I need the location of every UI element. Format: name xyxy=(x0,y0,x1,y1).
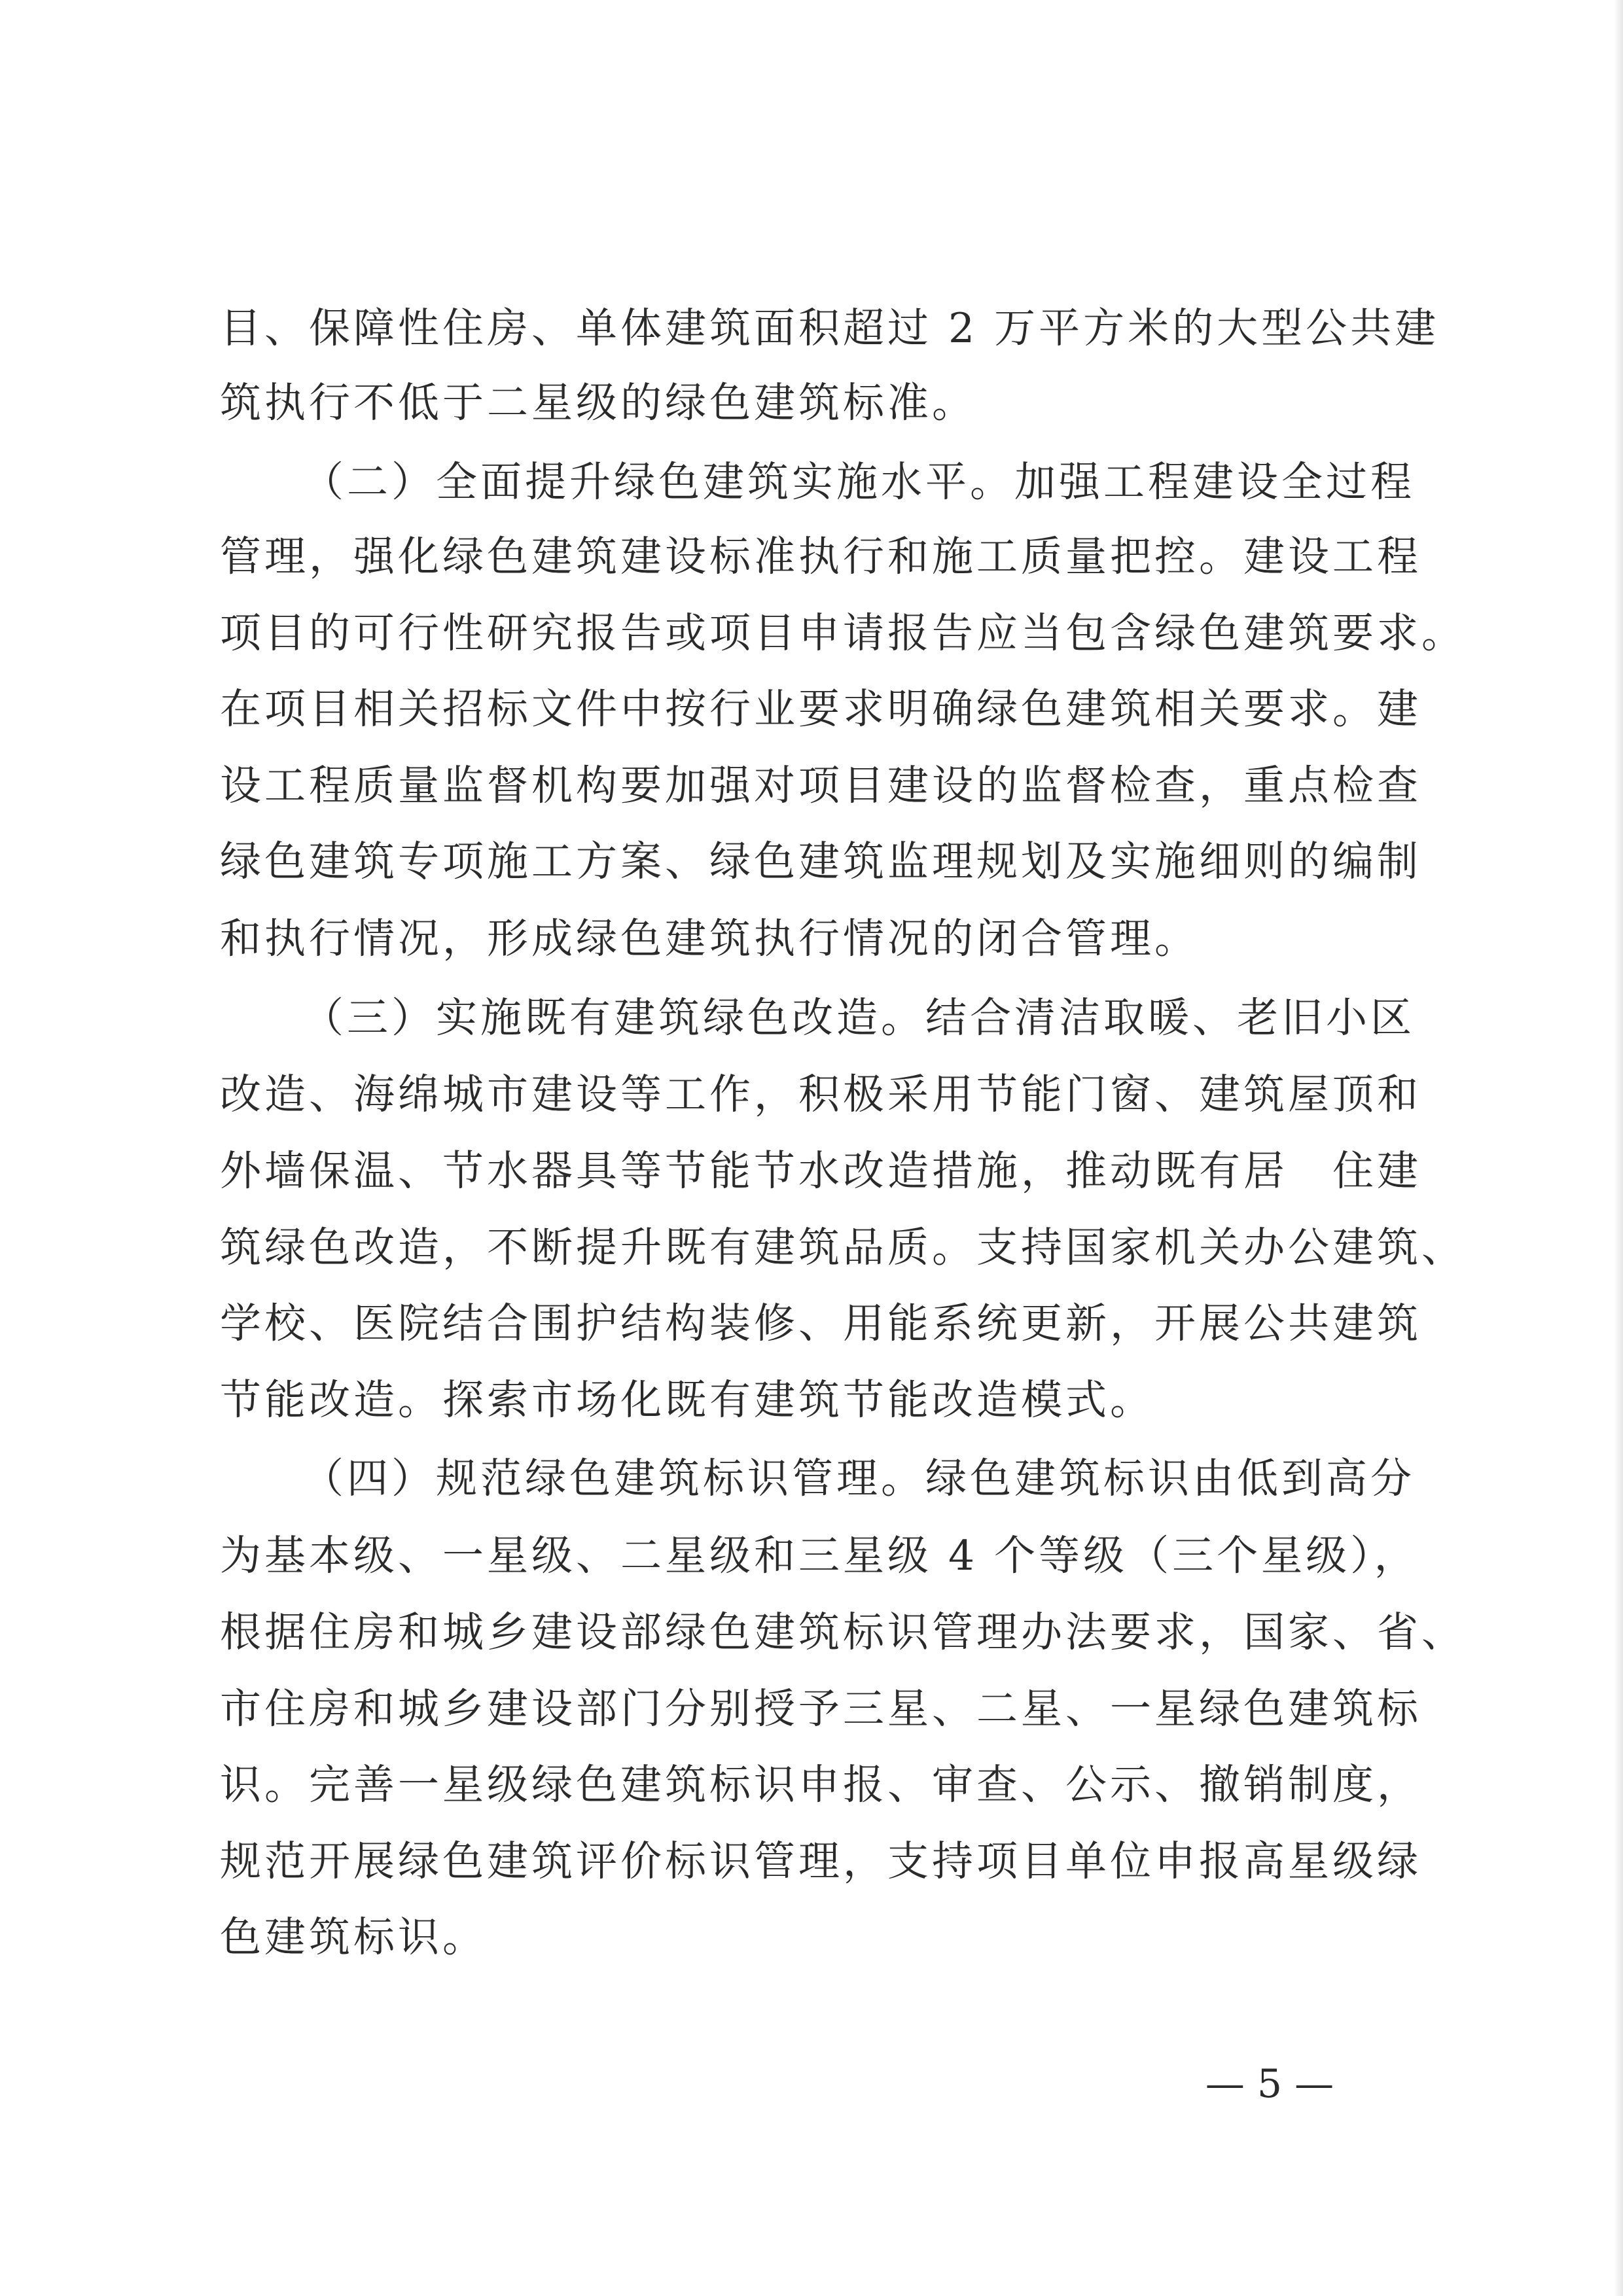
text-line: 项目的可行性研究报告或项目申请报告应当包含绿色建筑要求。 xyxy=(220,609,1466,657)
text-line: 和执行情况，形成绿色建筑执行情况的闭合管理。 xyxy=(220,915,1199,963)
text-line: 节能改造。探索市场化既有建筑节能改造模式。 xyxy=(220,1376,1154,1424)
text-line: 色建筑标识。 xyxy=(220,1913,487,1961)
text-line: 识。完善一星级绿色建筑标识申报、审查、公示、撤销制度， xyxy=(220,1761,1421,1809)
text-line: （四）规范绿色建筑标识管理。绿色建筑标识由低到高分 xyxy=(302,1455,1415,1502)
text-line: 市住房和城乡建设部门分别授予三星、二星、一星绿色建筑标 xyxy=(220,1685,1421,1733)
text-line: 学校、医院结合围护结构装修、用能系统更新，开展公共建筑 xyxy=(220,1299,1421,1347)
text-line: 目、保障性住房、单体建筑面积超过 2 万平方米的大型公共建 xyxy=(220,304,1440,352)
text-line: 筑绿色改造，不断提升既有建筑品质。支持国家机关办公建筑、 xyxy=(220,1224,1466,1271)
text-line: （三）实施既有建筑绿色改造。结合清洁取暖、老旧小区 xyxy=(302,994,1415,1042)
text-line: 设工程质量监督机构要加强对项目建设的监督检查，重点检查 xyxy=(220,762,1421,809)
text-line: 规范开展绿色建筑评价标识管理，支持项目单位申报高星级绿 xyxy=(220,1837,1421,1885)
text-line: 根据住房和城乡建设部绿色建筑标识管理办法要求，国家、省、 xyxy=(220,1608,1466,1656)
text-line: 绿色建筑专项施工方案、绿色建筑监理规划及实施细则的编制 xyxy=(220,838,1421,885)
text-line: （二）全面提升绿色建筑实施水平。加强工程建设全过程 xyxy=(302,458,1415,506)
scan-edge xyxy=(1614,0,1623,2296)
text-line: 筑执行不低于二星级的绿色建筑标准。 xyxy=(220,379,976,427)
text-line: 改造、海绵城市建设等工作，积极采用节能门窗、建筑屋顶和 xyxy=(220,1070,1421,1118)
text-line: 管理，强化绿色建筑建设标准执行和施工质量把控。建设工程 xyxy=(220,533,1421,580)
page-number: — 5 — xyxy=(1205,2061,1334,2107)
text-line: 为基本级、一星级、二星级和三星级 4 个等级（三个星级）， xyxy=(220,1532,1419,1580)
text-line: 外墙保温、节水器具等节能节水改造措施，推动既有居 住建 xyxy=(220,1147,1421,1195)
text-line: 在项目相关招标文件中按行业要求明确绿色建筑相关要求。建 xyxy=(220,685,1421,733)
